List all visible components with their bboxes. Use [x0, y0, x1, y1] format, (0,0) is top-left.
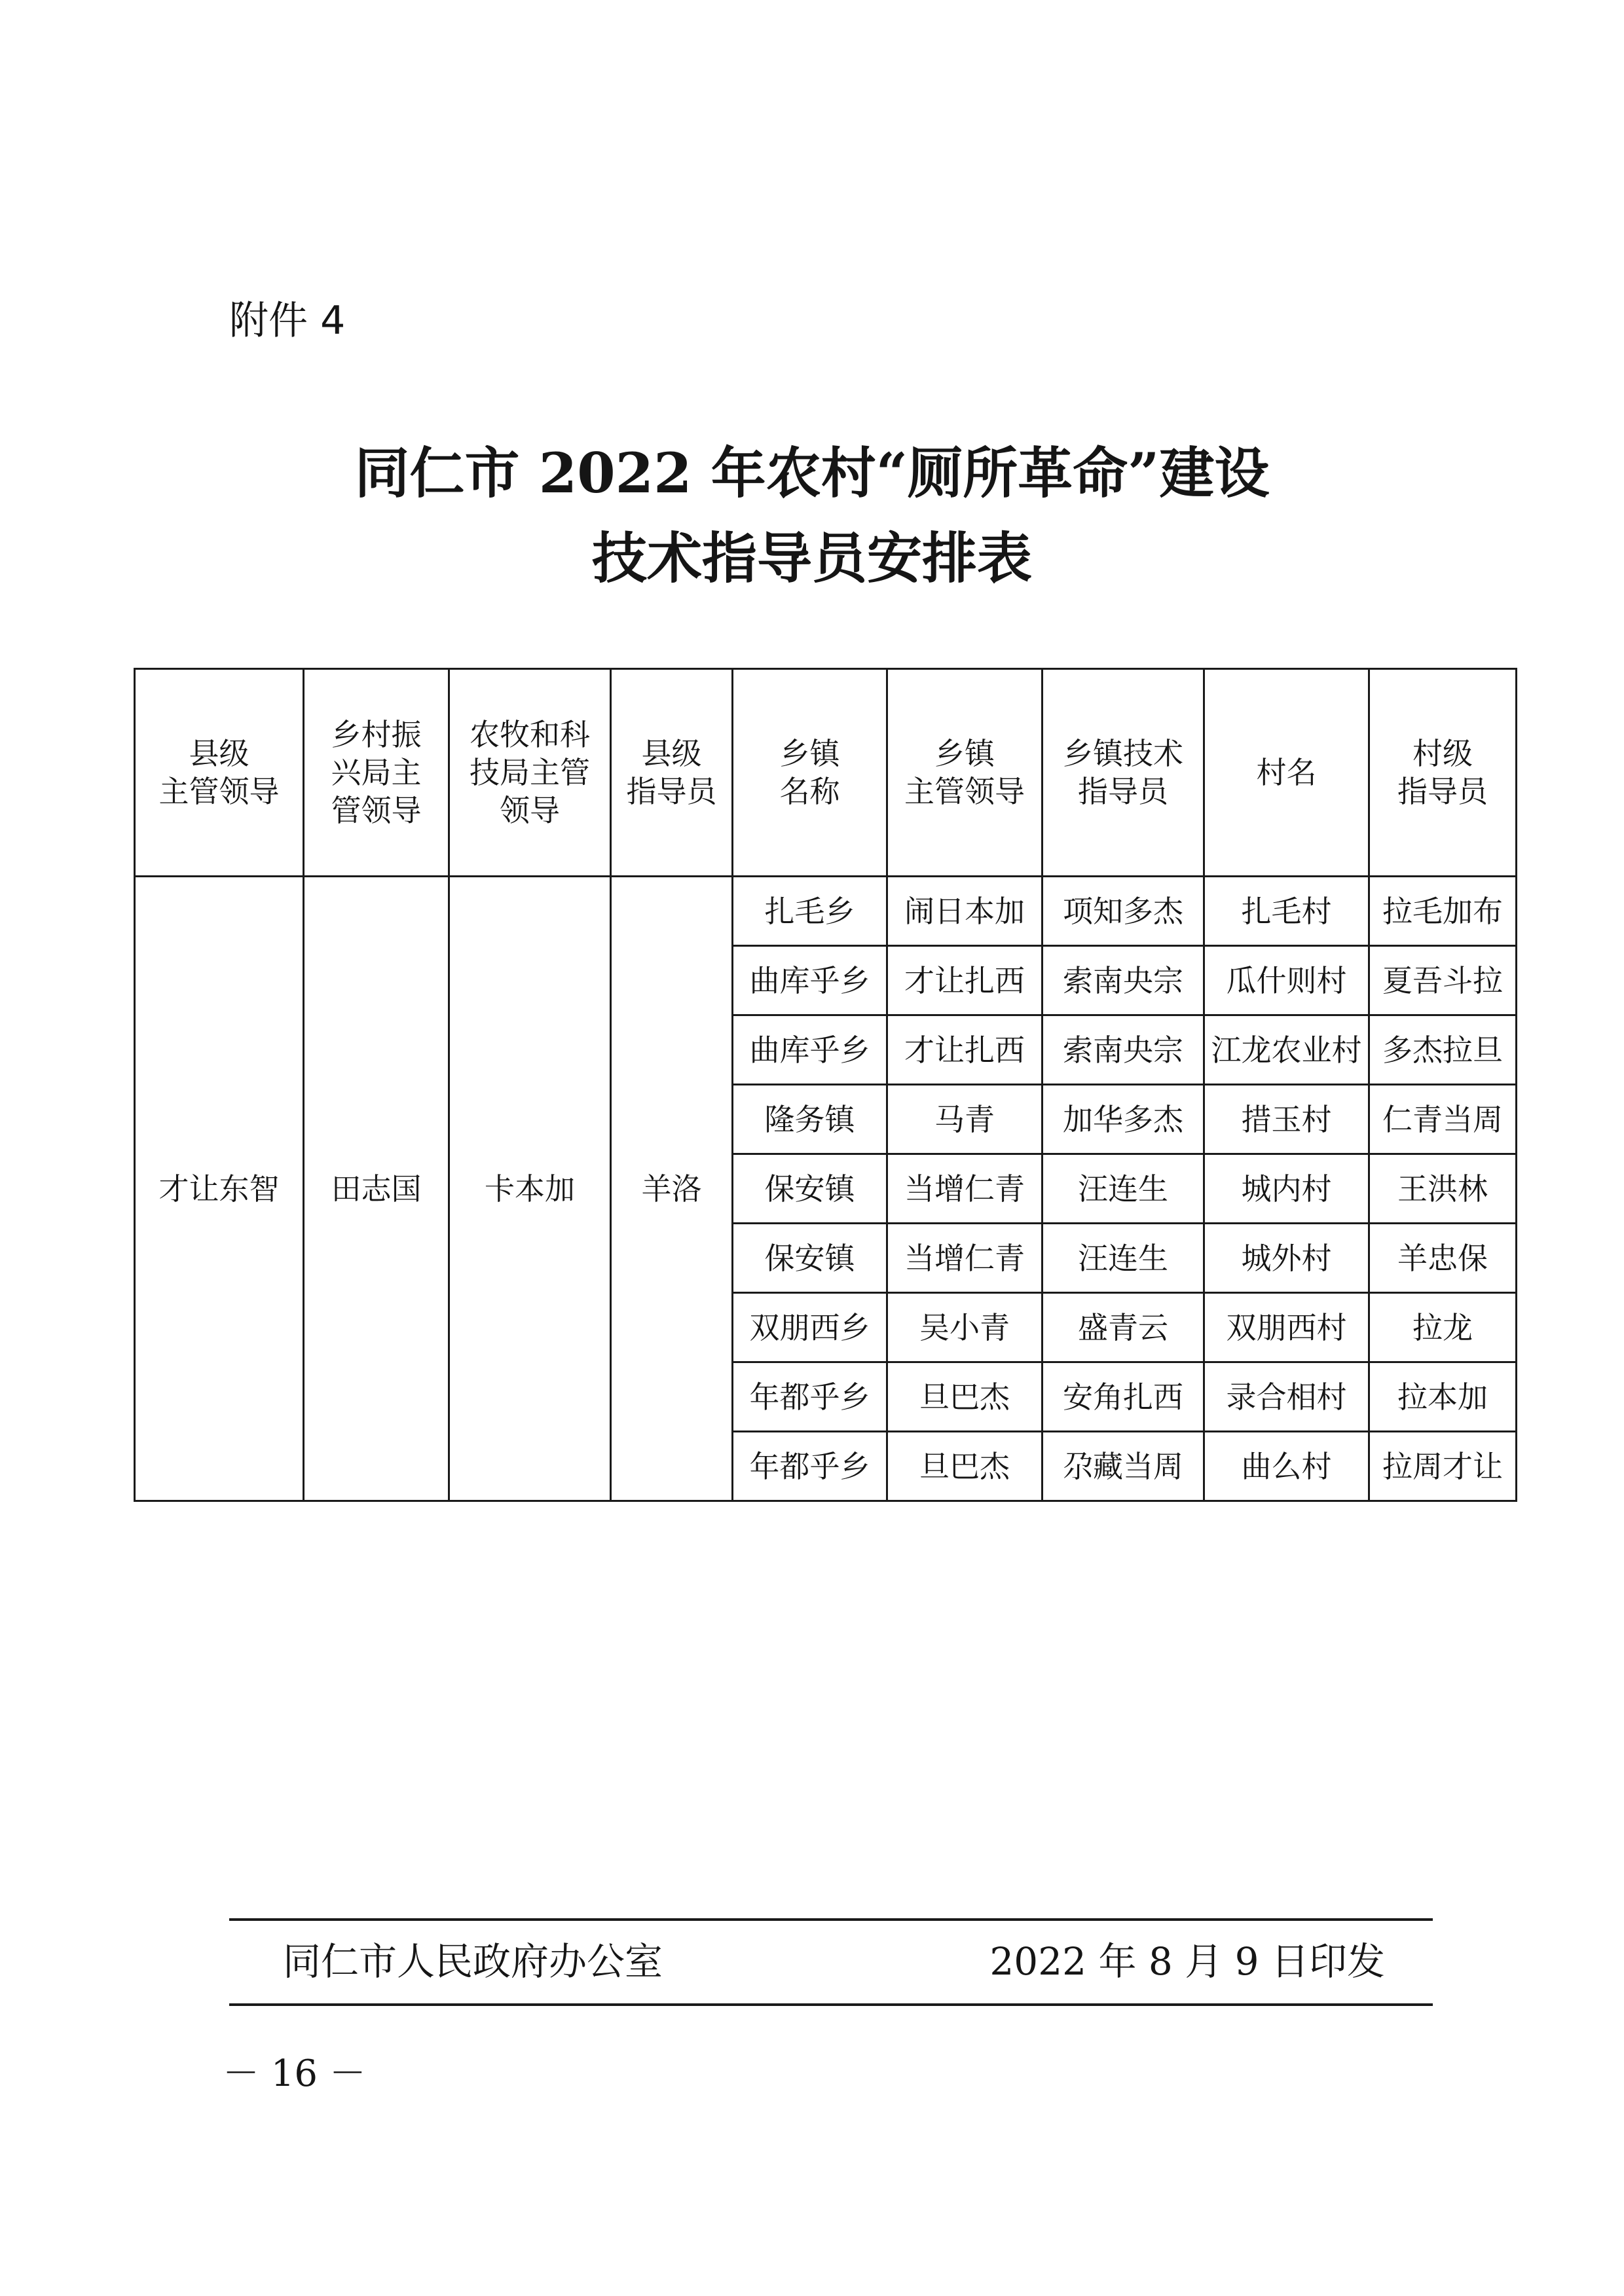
- village-cell: 扎毛村: [1204, 877, 1369, 946]
- village-instructor-cell: 拉毛加布: [1369, 877, 1517, 946]
- town-instructor-cell: 索南央宗: [1043, 1015, 1204, 1085]
- town-leader-cell: 旦巴杰: [887, 1432, 1043, 1501]
- town-cell: 双朋西乡: [733, 1293, 887, 1362]
- village-instructor-cell: 拉周才让: [1369, 1432, 1517, 1501]
- town-leader-cell: 当增仁青: [887, 1154, 1043, 1224]
- village-cell: 城外村: [1204, 1224, 1369, 1293]
- table-row: [135, 877, 1517, 946]
- village-cell: 双朋西村: [1204, 1293, 1369, 1362]
- town-leader-cell: 吴小青: [887, 1293, 1043, 1362]
- footer-top-rule: [229, 1918, 1433, 1921]
- header-town-leader: 乡镇 主管领导: [887, 669, 1043, 877]
- town-instructor-cell: 汪连生: [1043, 1154, 1204, 1224]
- town-instructor-cell: 盛青云: [1043, 1293, 1204, 1362]
- town-leader-cell: 马青: [887, 1085, 1043, 1154]
- header-town-name: 乡镇 名称: [733, 669, 887, 877]
- village-cell: 瓜什则村: [1204, 946, 1369, 1015]
- rural-bureau-leader-cell: 田志国: [304, 877, 449, 1501]
- town-leader-cell: 闹日本加: [887, 877, 1043, 946]
- header-agri-bureau-leader: 农牧和科 技局主管 领导: [449, 669, 611, 877]
- page-number: － 16 －: [223, 2052, 366, 2095]
- town-leader-cell: 才让扎西: [887, 1015, 1043, 1085]
- document-title-line-2: 技术指导员安排表: [591, 526, 1032, 591]
- town-instructor-cell: 尕藏当周: [1043, 1432, 1204, 1501]
- village-instructor-cell: 羊忠保: [1369, 1224, 1517, 1293]
- town-cell: 年都乎乡: [733, 1362, 887, 1432]
- village-cell: 措玉村: [1204, 1085, 1369, 1154]
- town-cell: 隆务镇: [733, 1085, 887, 1154]
- village-instructor-cell: 拉本加: [1369, 1362, 1517, 1432]
- header-county-instructor: 县级 指导员: [611, 669, 733, 877]
- town-leader-cell: 旦巴杰: [887, 1362, 1043, 1432]
- agri-bureau-leader-cell: 卡本加: [449, 877, 611, 1501]
- town-leader-cell: 当增仁青: [887, 1224, 1043, 1293]
- village-instructor-cell: 王洪林: [1369, 1154, 1517, 1224]
- town-cell: 保安镇: [733, 1224, 887, 1293]
- footer-issue-date: 2022 年 8 月 9 日印发: [989, 1939, 1385, 1984]
- village-cell: 录合相村: [1204, 1362, 1369, 1432]
- county-instructor-cell: 羊洛: [611, 877, 733, 1501]
- town-cell: 曲库乎乡: [733, 1015, 887, 1085]
- footer-issuer: 同仁市人民政府办公室: [283, 1939, 663, 1984]
- town-instructor-cell: 安角扎西: [1043, 1362, 1204, 1432]
- header-village-name: 村名: [1204, 669, 1369, 877]
- table-header-row: [135, 669, 1517, 877]
- town-cell: 曲库乎乡: [733, 946, 887, 1015]
- town-instructor-cell: 项知多杰: [1043, 877, 1204, 946]
- town-instructor-cell: 索南央宗: [1043, 946, 1204, 1015]
- town-cell: 年都乎乡: [733, 1432, 887, 1501]
- footer-bottom-rule: [229, 2003, 1433, 2006]
- town-cell: 保安镇: [733, 1154, 887, 1224]
- village-instructor-cell: 仁青当周: [1369, 1085, 1517, 1154]
- county-leader-cell: 才让东智: [135, 877, 304, 1501]
- town-cell: 扎毛乡: [733, 877, 887, 946]
- header-county-leader: 县级 主管领导: [135, 669, 304, 877]
- header-town-instructor: 乡镇技术 指导员: [1043, 669, 1204, 877]
- town-instructor-cell: 汪连生: [1043, 1224, 1204, 1293]
- header-rural-bureau-leader: 乡村振 兴局主 管领导: [304, 669, 449, 877]
- attachment-label: 附件 4: [229, 298, 346, 344]
- header-village-instructor: 村级 指导员: [1369, 669, 1517, 877]
- village-cell: 城内村: [1204, 1154, 1369, 1224]
- instructor-arrangement-table: [134, 668, 1517, 1502]
- town-instructor-cell: 加华多杰: [1043, 1085, 1204, 1154]
- village-cell: 江龙农业村: [1204, 1015, 1369, 1085]
- village-instructor-cell: 拉龙: [1369, 1293, 1517, 1362]
- document-title-line-1: 同仁市 2022 年农村“厕所革命”建设: [354, 441, 1270, 505]
- village-instructor-cell: 夏吾斗拉: [1369, 946, 1517, 1015]
- village-cell: 曲么村: [1204, 1432, 1369, 1501]
- town-leader-cell: 才让扎西: [887, 946, 1043, 1015]
- village-instructor-cell: 多杰拉旦: [1369, 1015, 1517, 1085]
